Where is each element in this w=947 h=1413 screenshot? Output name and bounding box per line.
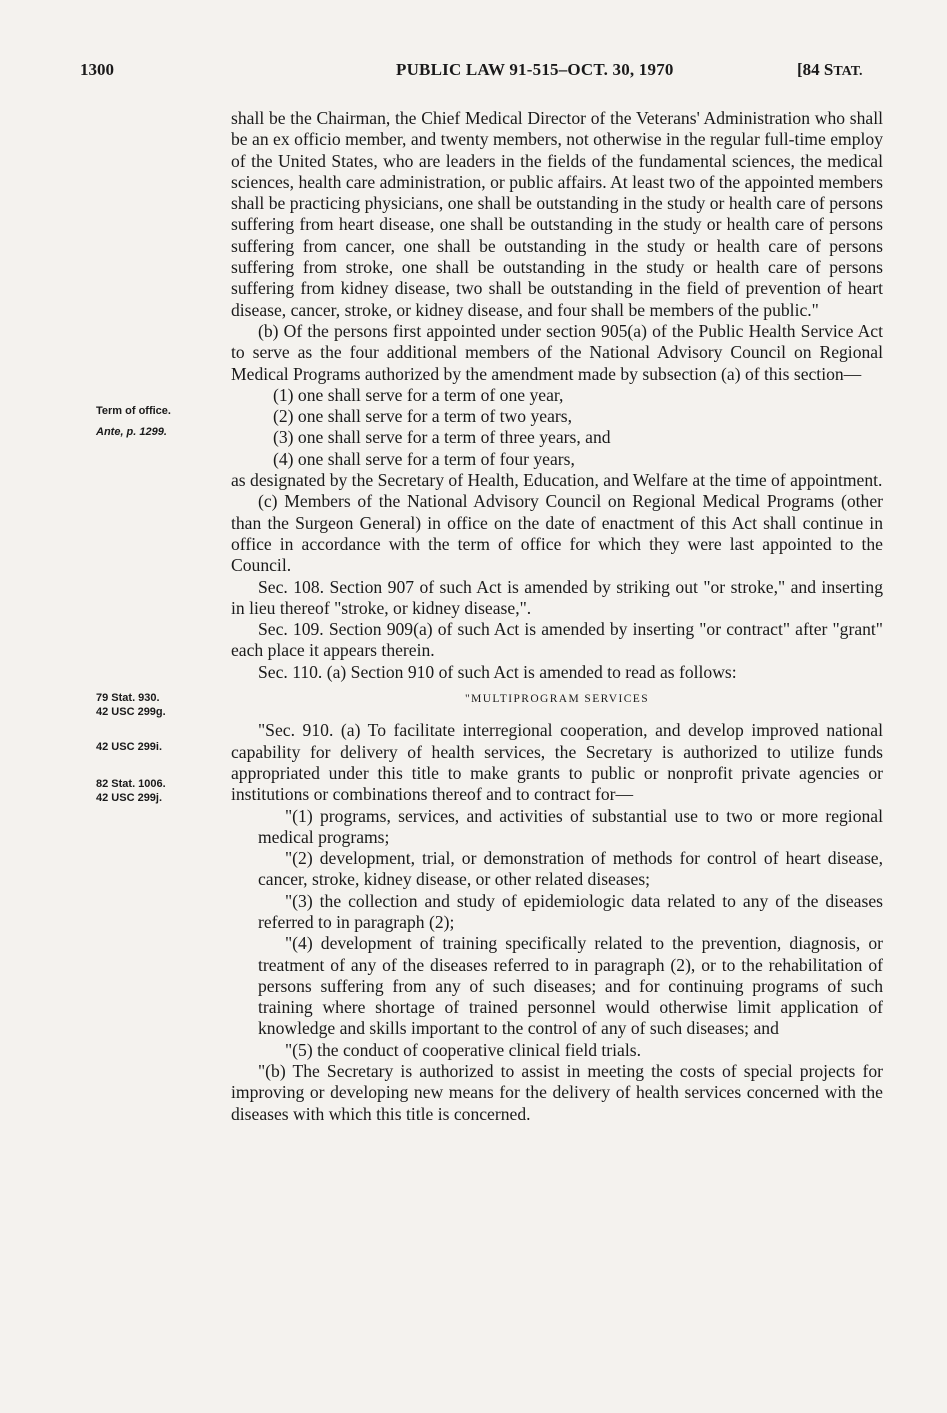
page-number: 1300 <box>80 60 114 79</box>
document-body <box>231 108 883 1125</box>
law-title: PUBLIC LAW 91-515–OCT. 30, 1970 <box>396 60 674 79</box>
margin-note-term-of-office: Term of office. <box>96 405 171 417</box>
list-item: "(2) development, trial, or demonstration of methods for control of heart disease, cancer, stroke, kidney disease, or other related diseases; <box>258 848 883 890</box>
margin-note-79-stat: 79 Stat. 930. <box>96 692 160 704</box>
page-header <box>0 60 947 86</box>
paragraph-sec-910-b: "(b) The Secretary is authorized to assist in meeting the costs of special projects for improving or developing new means for the delivery of health services concerned with the diseases with which this title is concerned. <box>231 1061 883 1124</box>
list-item: "(3) the collection and study of epidemiologic data related to any of the diseases referred to in paragraph (2); <box>258 890 883 932</box>
paragraph-b-first-appointed: (b) Of the persons first appointed under section 905(a) of the Public Health Service Act to serve as the four additional members of the National Advisory Council on Regional Medical Programs authorized by the amendment made by subsection (a) of this section— <box>231 320 883 384</box>
paragraph-sec-109: Sec. 109. Section 909(a) of such Act is amended by inserting "or contract" after "grant" each place it appears therein. <box>231 619 883 661</box>
margin-note-usc-299g: 42 USC 299g. <box>96 706 166 718</box>
margin-note-usc-299i: 42 USC 299i. <box>96 741 163 753</box>
list-item: (4) one shall serve for a term of four years, <box>273 448 575 469</box>
list-item: (2) one shall serve for a term of two years, <box>273 406 572 427</box>
statute-reference: [84 STAT. <box>797 60 863 79</box>
list-item: (1) one shall serve for a term of one year, <box>273 384 564 405</box>
margin-note-82-stat: 82 Stat. 1006. <box>96 778 166 790</box>
list-terms <box>231 385 883 470</box>
list-item: "(5) the conduct of cooperative clinical field trials. <box>285 1039 641 1060</box>
paragraph-council-composition: shall be the Chairman, the Chief Medical Director of the Veterans' Administration who shall be an ex officio member, and twenty members, not otherwise in the regular full-time employ of the United States, who are leaders in the fields of the fundamental sciences, the medical sciences, health care administration, or public affairs. At least two of the appointed members shall be practicing physicians, one shall be outstanding in the study or health care of persons suffering from heart disease, one shall be outstanding in the study or health care of persons suffering from cancer, one shall be outstanding in the study or health care of persons suffering from stroke, one shall be outstanding in the study or health care of persons suffering from kidney disease, two shall be outstanding in the field of prevention of heart disease, cancer, stroke, or kidney disease, and four shall be members of the public." <box>231 108 883 320</box>
list-item: "(4) development of training specifically related to the prevention, diagnosis, or treatment of any of the diseases referred to in paragraph (2), or to the rehabilitation of persons suffering from any of such diseases; and for continuing programs of such training where shortage of trained personnel would otherwise limit application of knowledge and skills important to the control of any of such diseases; and <box>258 933 883 1039</box>
paragraph-c-members: (c) Members of the National Advisory Council on Regional Medical Programs (other than the Surgeon General) in office on the date of enactment of this Act shall continue in office in accordance with the term of office for which they were last appointed to the Council. <box>231 491 883 576</box>
paragraph-sec-910-a: "Sec. 910. (a) To facilitate interregional cooperation, and develop improved national capability for delivery of health services, the Secretary is authorized to utilize funds appropriated under this title to make grants to public or nonprofit private agencies or institutions or combinations thereof and to contract for— <box>231 720 883 805</box>
list-item: "(1) programs, services, and activities of substantial use to two or more regional medical programs; <box>258 805 883 847</box>
list-multiprogram-services <box>231 806 883 1062</box>
paragraph-designation: as designated by the Secretary of Health, Education, and Welfare at the time of appointment. <box>231 470 883 491</box>
section-heading: "MULTIPROGRAM SERVICES <box>465 693 649 706</box>
margin-note-ante: Ante, p. 1299. <box>96 426 167 438</box>
paragraph-sec-108: Sec. 108. Section 907 of such Act is amended by striking out "or stroke," and inserting in lieu thereof "stroke, or kidney disease,". <box>231 576 883 618</box>
paragraph-sec-110: Sec. 110. (a) Section 910 of such Act is amended to read as follows: <box>258 661 737 682</box>
margin-note-usc-299j: 42 USC 299j. <box>96 792 163 804</box>
list-item: (3) one shall serve for a term of three years, and <box>273 427 611 448</box>
